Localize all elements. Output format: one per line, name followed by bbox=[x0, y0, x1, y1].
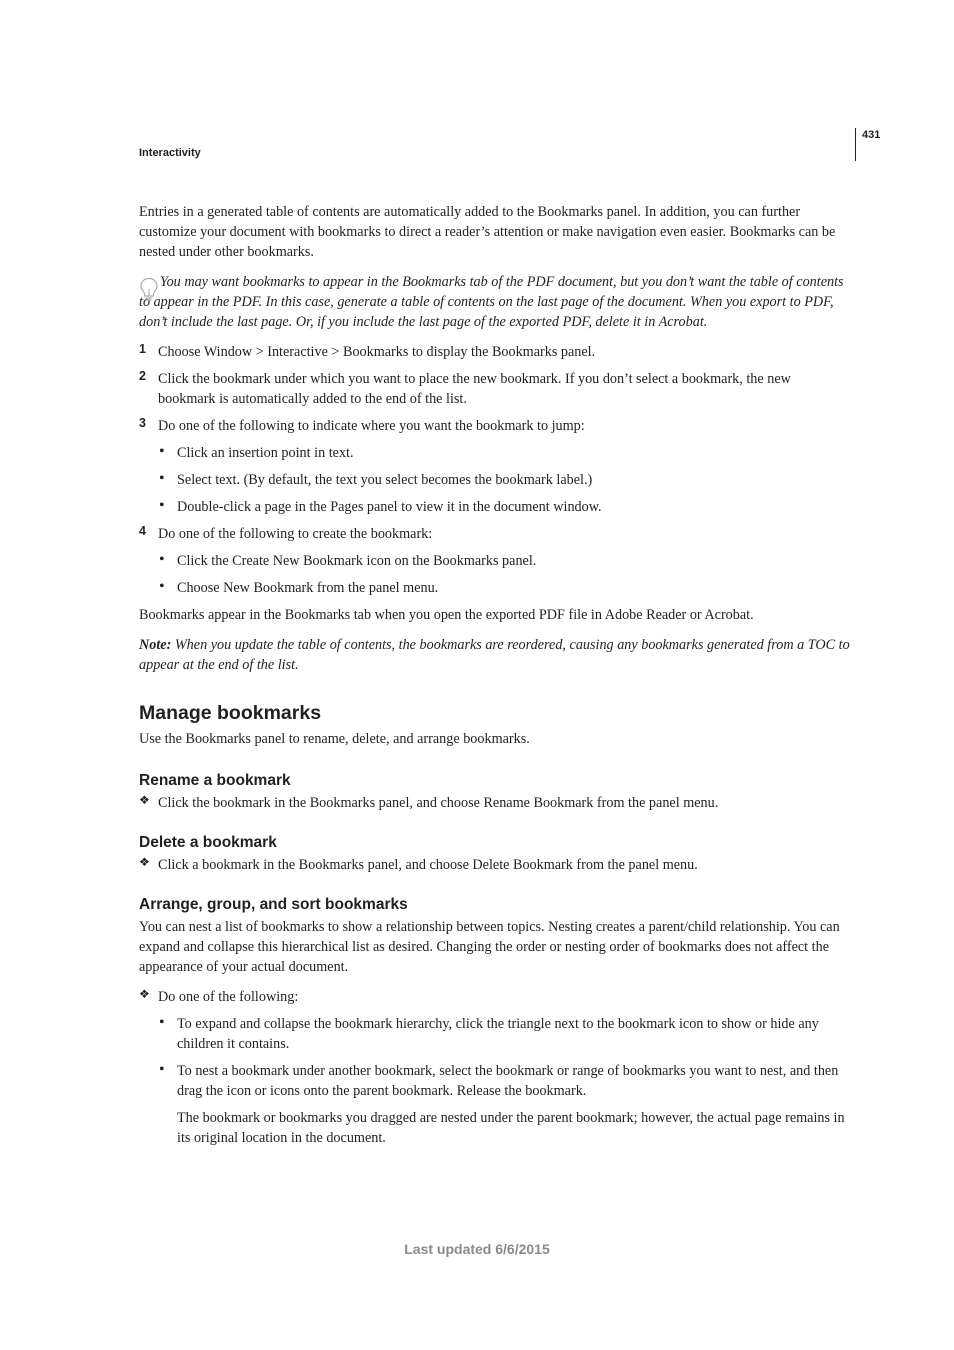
manage-intro: Use the Bookmarks panel to rename, delete, and arrange bookmarks. bbox=[139, 731, 530, 747]
step-diamond-icon: ❖ bbox=[139, 793, 150, 807]
tip-block bbox=[139, 272, 851, 332]
bullet-text: Click an insertion point in text. bbox=[177, 445, 354, 461]
list-item bbox=[139, 1014, 851, 1054]
step-diamond-icon: ❖ bbox=[139, 855, 150, 869]
arrange-continuation: The bookmark or bookmarks you dragged are nested under the parent bookmark; however, the actual page remains in its original location in the document. bbox=[177, 1110, 845, 1146]
page-content bbox=[139, 202, 851, 1155]
step-number: 1 bbox=[139, 342, 146, 356]
bullet-text: To nest a bookmark under another bookmark, select the bookmark or range of bookmarks you want to nest, and then drag the icon or icons onto the parent bookmark. Release the bookmark. bbox=[177, 1063, 839, 1099]
bullet-text: To expand and collapse the bookmark hierarchy, click the triangle next to the bookmark icon to show or hide any children it contains. bbox=[177, 1016, 819, 1052]
bullet-text: Double-click a page in the Pages panel to view it in the document window. bbox=[177, 499, 602, 515]
footer-last-updated: Last updated 6/6/2015 bbox=[404, 1241, 550, 1257]
step-text: Do one of the following to create the bookmark: bbox=[158, 526, 433, 542]
step-diamond-icon: ❖ bbox=[139, 987, 150, 1001]
manage-bookmarks-heading: Manage bookmarks bbox=[139, 702, 322, 724]
step-text: Choose Window > Interactive > Bookmarks to display the Bookmarks panel. bbox=[158, 344, 596, 360]
step-number: 2 bbox=[139, 369, 146, 383]
rename-step-text: Click the bookmark in the Bookmarks panel, and choose Rename Bookmark from the panel menu. bbox=[158, 795, 719, 811]
delete-step bbox=[139, 855, 851, 875]
bullet-marker: • bbox=[159, 443, 165, 460]
header-divider bbox=[855, 128, 856, 161]
bullet-text: Choose New Bookmark from the panel menu. bbox=[177, 580, 439, 596]
rename-bookmark-heading: Rename a bookmark bbox=[139, 772, 291, 789]
step-2 bbox=[139, 369, 851, 409]
list-item bbox=[139, 578, 851, 598]
bullet-marker: • bbox=[159, 551, 165, 568]
bullet-text: Select text. (By default, the text you select becomes the bookmark label.) bbox=[177, 472, 593, 488]
bullet-marker: • bbox=[159, 578, 165, 595]
arrange-step bbox=[139, 987, 851, 1007]
intro-paragraph: Entries in a generated table of contents are automatically added to the Bookmarks panel. In addition, you can further customize your document with bookmarks to direct a reader’s attention or make navigation even easier. Bookmarks can be nested under other bookmarks. bbox=[139, 204, 836, 260]
step-text: Click the bookmark under which you want to place the new bookmark. If you don’t select a bookmark, the new bookmark is automatically added to the end of the list. bbox=[158, 371, 791, 407]
bullet-marker: • bbox=[159, 497, 165, 514]
arrange-step-text: Do one of the following: bbox=[158, 989, 299, 1005]
delete-bookmark-heading: Delete a bookmark bbox=[139, 834, 277, 851]
bullet-marker: • bbox=[159, 470, 165, 487]
list-item bbox=[139, 443, 851, 463]
tip-text: You may want bookmarks to appear in the Bookmarks tab of the PDF document, but you don’t want the table of contents to appear in the PDF. In this case, generate a table of contents on the last page of the document. When you export to PDF, don’t include the last page. Or, if you include the last page of the exported PDF, delete it in Acrobat. bbox=[139, 274, 844, 330]
bullet-marker: • bbox=[159, 1061, 165, 1078]
note-label: Note: bbox=[139, 637, 172, 653]
list-item bbox=[139, 497, 851, 517]
delete-step-text: Click a bookmark in the Bookmarks panel, and choose Delete Bookmark from the panel menu. bbox=[158, 857, 698, 873]
list-item bbox=[139, 470, 851, 490]
step-4 bbox=[139, 524, 851, 544]
arrange-bookmarks-heading: Arrange, group, and sort bookmarks bbox=[139, 896, 408, 913]
lightbulb-icon bbox=[139, 277, 159, 303]
step-1 bbox=[139, 342, 851, 362]
step-number: 3 bbox=[139, 416, 146, 430]
note-paragraph bbox=[139, 635, 851, 675]
step-number: 4 bbox=[139, 524, 146, 538]
page-number: 431 bbox=[862, 129, 881, 141]
bullet-marker: • bbox=[159, 1014, 165, 1031]
list-item bbox=[139, 1061, 851, 1101]
bullet-text: Click the Create New Bookmark icon on the Bookmarks panel. bbox=[177, 553, 537, 569]
list-item bbox=[139, 551, 851, 571]
arrange-intro: You can nest a list of bookmarks to show a relationship between topics. Nesting creates a parent/child relationship. You can expand and collapse this hierarchical list as desired. Changing the order or nesting order of bookmarks does not affect the appearance of your actual document. bbox=[139, 919, 840, 975]
step-text: Do one of the following to indicate where you want the bookmark to jump: bbox=[158, 418, 585, 434]
step-3 bbox=[139, 416, 851, 436]
section-label: Interactivity bbox=[139, 147, 201, 159]
note-text: When you update the table of contents, the bookmarks are reordered, causing any bookmarks generated from a TOC to appear at the end of the list. bbox=[139, 637, 850, 673]
rename-step bbox=[139, 793, 851, 813]
bookmarks-appear-paragraph: Bookmarks appear in the Bookmarks tab when you open the exported PDF file in Adobe Reader or Acrobat. bbox=[139, 607, 754, 623]
